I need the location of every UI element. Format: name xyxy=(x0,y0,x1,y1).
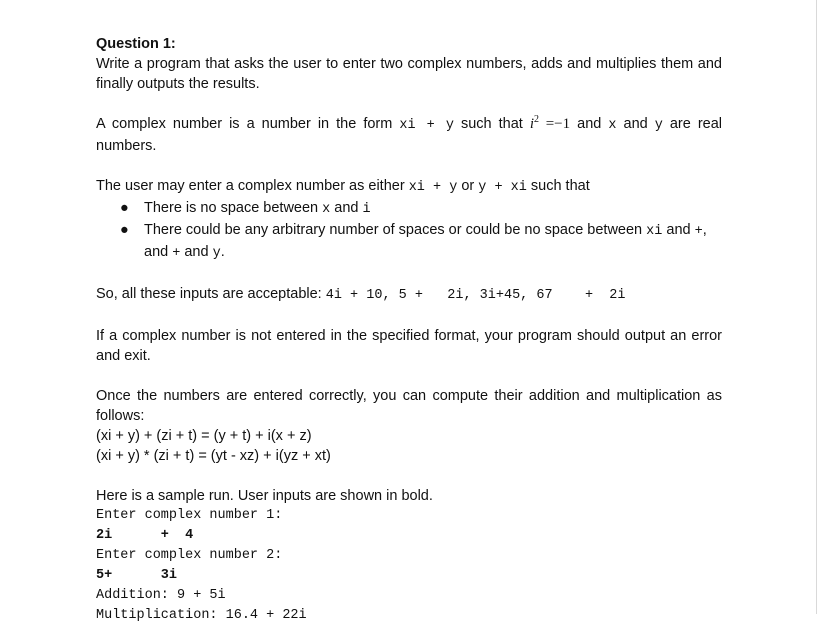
acceptable-paragraph xyxy=(96,284,722,306)
entry-form-1: xi + y xyxy=(408,180,458,195)
list-item xyxy=(96,198,722,220)
bullet2-plus-1: + xyxy=(694,224,703,239)
bullet2-text-4: and xyxy=(180,244,213,260)
sample-intro: Here is a sample run. User inputs are shown in bold. xyxy=(96,488,433,504)
definition-text-2: such that xyxy=(453,116,530,132)
bullet2-text-1: There could be any arbitrary number of spaces or could be no space between xyxy=(144,222,647,238)
bullet2-text-5: . xyxy=(220,244,225,260)
acceptable-text: So, all these inputs are acceptable: xyxy=(96,286,326,302)
list-item xyxy=(96,220,722,264)
bullet2-text-2: and xyxy=(662,222,695,238)
formula-addition: (xi + y) + (zi + t) = (y + t) + i(x + z) xyxy=(96,428,312,444)
sample-input-1: 2i + 4 xyxy=(96,528,194,543)
bullet2-y: y xyxy=(212,246,221,261)
definition-text-1: A complex number is a number in the form xyxy=(96,116,400,132)
entry-text-1: The user may enter a complex number as either xyxy=(96,178,409,194)
bullet1-i: i xyxy=(362,202,371,217)
definition-equals-minus-one: =−1 xyxy=(538,116,571,132)
bullet-icon: ● xyxy=(120,200,129,216)
definition-text-3: and xyxy=(570,116,609,132)
error-note: If a complex number is not entered in the specified format, your program should output an error and exit. xyxy=(96,328,722,364)
entry-rules-list xyxy=(96,198,722,264)
formula-multiplication: (xi + y) * (zi + t) = (yt - xz) + i(yz + xt) xyxy=(96,448,331,464)
bullet2-text-3: , and xyxy=(144,222,707,260)
sample-run xyxy=(96,506,722,626)
entry-form-2: y + xi xyxy=(478,180,527,195)
definition-exponent: 2 xyxy=(533,114,539,125)
bullet1-text-1: There is no space between xyxy=(144,200,323,216)
sample-prompt-1: Enter complex number 1: xyxy=(96,508,283,523)
document-page xyxy=(96,34,722,626)
compute-intro: Once the numbers are entered correctly, you can compute their addition and multiplication as follows: xyxy=(96,388,722,424)
definition-i: i xyxy=(529,116,534,132)
definition-y: y xyxy=(654,118,663,133)
entry-paragraph xyxy=(96,176,722,198)
bullet2-plus-2: + xyxy=(172,246,181,261)
question-title: Question 1: xyxy=(96,36,176,52)
definition-form: xi + y xyxy=(399,118,454,133)
sample-prompt-2: Enter complex number 2: xyxy=(96,548,283,563)
bullet-icon: ● xyxy=(120,222,129,238)
entry-text-3: such that xyxy=(526,178,590,194)
bullet1-text-2: and xyxy=(330,200,363,216)
definition-paragraph xyxy=(96,114,722,156)
bullet1-x: x xyxy=(322,202,331,217)
sample-multiplication: Multiplication: 16.4 + 22i xyxy=(96,608,307,623)
definition-x: x xyxy=(608,118,617,133)
definition-i-squared xyxy=(530,116,570,132)
acceptable-inputs: 4i + 10, 5 + 2i, 3i+45, 67 + 2i xyxy=(325,288,626,303)
sample-addition: Addition: 9 + 5i xyxy=(96,588,226,603)
sample-input-2: 5+ 3i xyxy=(96,568,178,583)
bullet2-xi: xi xyxy=(646,224,663,239)
question-intro: Write a program that asks the user to enter two complex numbers, adds and multiplies them and finally outputs the results. xyxy=(96,56,722,92)
definition-text-4: and xyxy=(616,116,655,132)
entry-text-2: or xyxy=(457,178,479,194)
definition-text-5: are real numbers. xyxy=(96,116,723,154)
